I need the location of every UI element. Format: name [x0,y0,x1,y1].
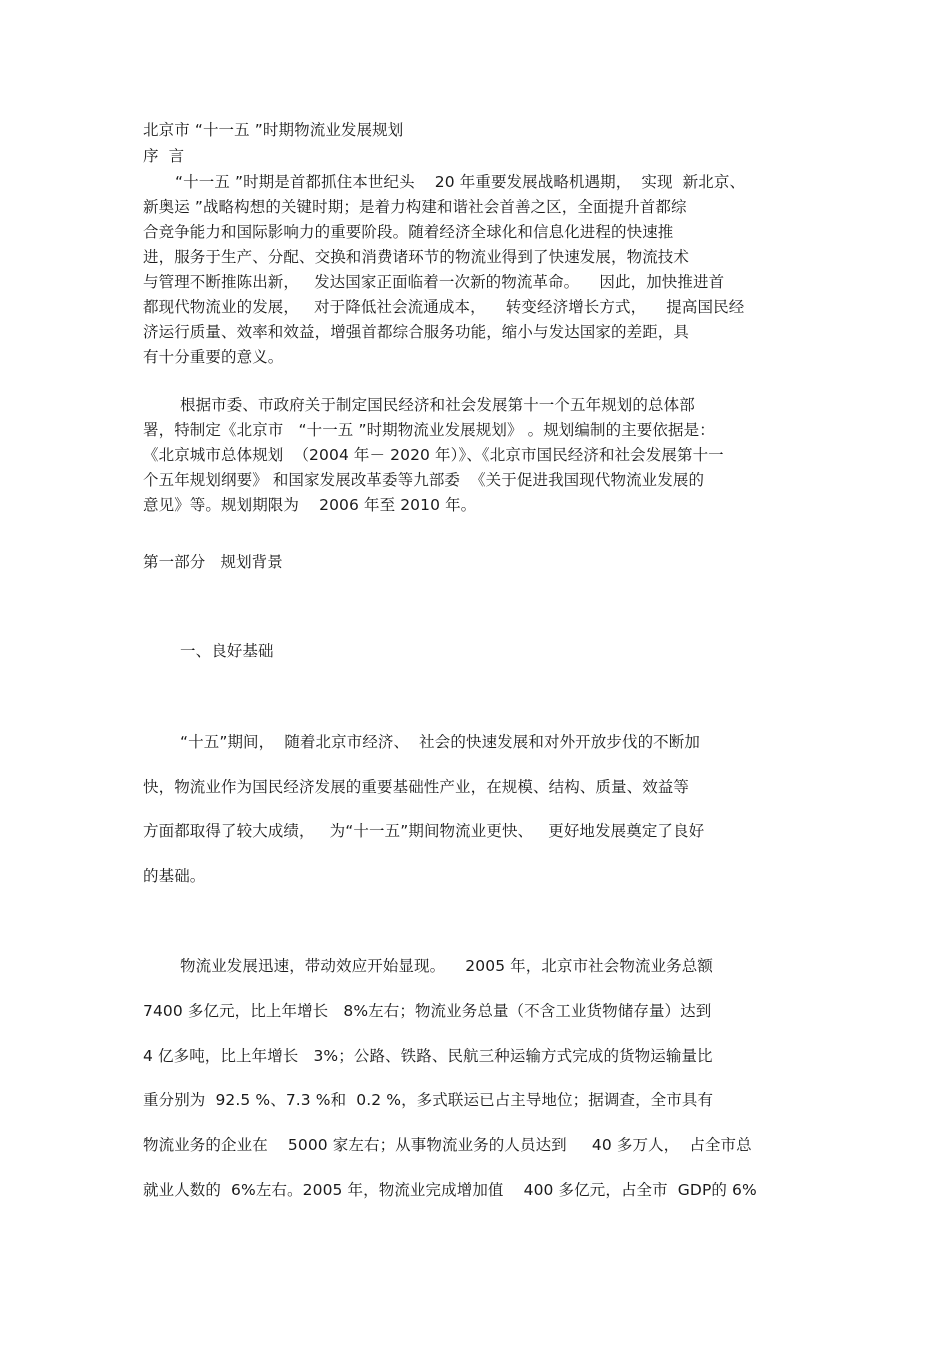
section-p2-line: 4 亿多吨，比上年增长 3%；公路、铁路、民航三种运输方式完成的货物运输量比 [143,1047,713,1065]
preface-p2-line: 个五年规划纲要》 和国家发展改革委等九部委 《关于促进我国现代物流业发展的 [143,471,705,489]
section-p2-line: 7400 多亿元，比上年增长 8%左右；物流业务总量（不含工业货物储存量）达到 [143,1002,712,1020]
section-p2-line: 物流业务的企业在 5000 家左右；从事物流业务的人员达到 40 多万人， 占全市总 [143,1136,752,1154]
preface-p1-line: 进，服务于生产、分配、交换和消费诸环节的物流业得到了快速发展，物流技术 [143,248,690,266]
document-title: 北京市 “十一五 ”时期物流业发展规划 [143,121,404,139]
preface-p1-line: 新奥运 ”战略构想的关键时期；是着力构建和谐社会首善之区，全面提升首都综 [143,198,687,216]
preface-p2-line: 意见》等。规划期限为 2006 年至 2010 年。 [143,496,477,514]
preface-p2-line: 根据市委、市政府关于制定国民经济和社会发展第十一个五年规划的总体部 [180,396,695,414]
part-heading: 第一部分 规划背景 [143,553,283,571]
preface-p2-line: 署，特制定《北京市 “十一五 ”时期物流业发展规划》 。规划编制的主要依据是： [143,421,715,439]
preface-p1-line: 济运行质量、效率和效益，增强首都综合服务功能，缩小与发达国家的差距，具 [143,323,690,341]
preface-p1-line: 与管理不断推陈出新， 发达国家正面临着一次新的物流革命。 因此，加快推进首 [143,273,725,291]
section-p1-line: 的基础。 [143,867,206,885]
section-p2-line: 物流业发展迅速，带动效应开始显现。 2005 年，北京市社会物流业务总额 [180,957,713,975]
preface-p1-line: “十一五 ”时期是首都抓住本世纪头 20 年重要发展战略机遇期， 实现 新北京、 [175,173,746,191]
preface-p1-line: 合竞争能力和国际影响力的重要阶段。随着经济全球化和信息化进程的快速推 [143,223,674,241]
section-p1-line: “十五”期间， 随着北京市经济、 社会的快速发展和对外开放步伐的不断加 [180,733,700,751]
section-p2-line: 就业人数的 6%左右。2005 年，物流业完成增加值 400 多亿元，占全市 GDP的 6% [143,1181,757,1199]
preface-p1-line: 有十分重要的意义。 [143,348,284,366]
preface-p1-line: 都现代物流业的发展， 对于降低社会流通成本， 转变经济增长方式， 提高国民经 [143,298,745,316]
section-p1-line: 方面都取得了较大成绩， 为“十一五”期间物流业更快、 更好地发展奠定了良好 [143,822,705,840]
preface-heading: 序 言 [143,147,185,165]
section-p2-line: 重分别为 92.5 %、7.3 %和 0.2 %，多式联运已占主导地位；据调查，全市具有 [143,1091,714,1109]
section-heading: 一、良好基础 [180,642,274,660]
preface-p2-line: 《北京城市总体规划 （2004 年－ 2020 年）》、《北京市国民经济和社会发展第十一 [143,446,724,464]
section-p1-line: 快，物流业作为国民经济发展的重要基础性产业，在规模、结构、质量、效益等 [143,778,690,796]
